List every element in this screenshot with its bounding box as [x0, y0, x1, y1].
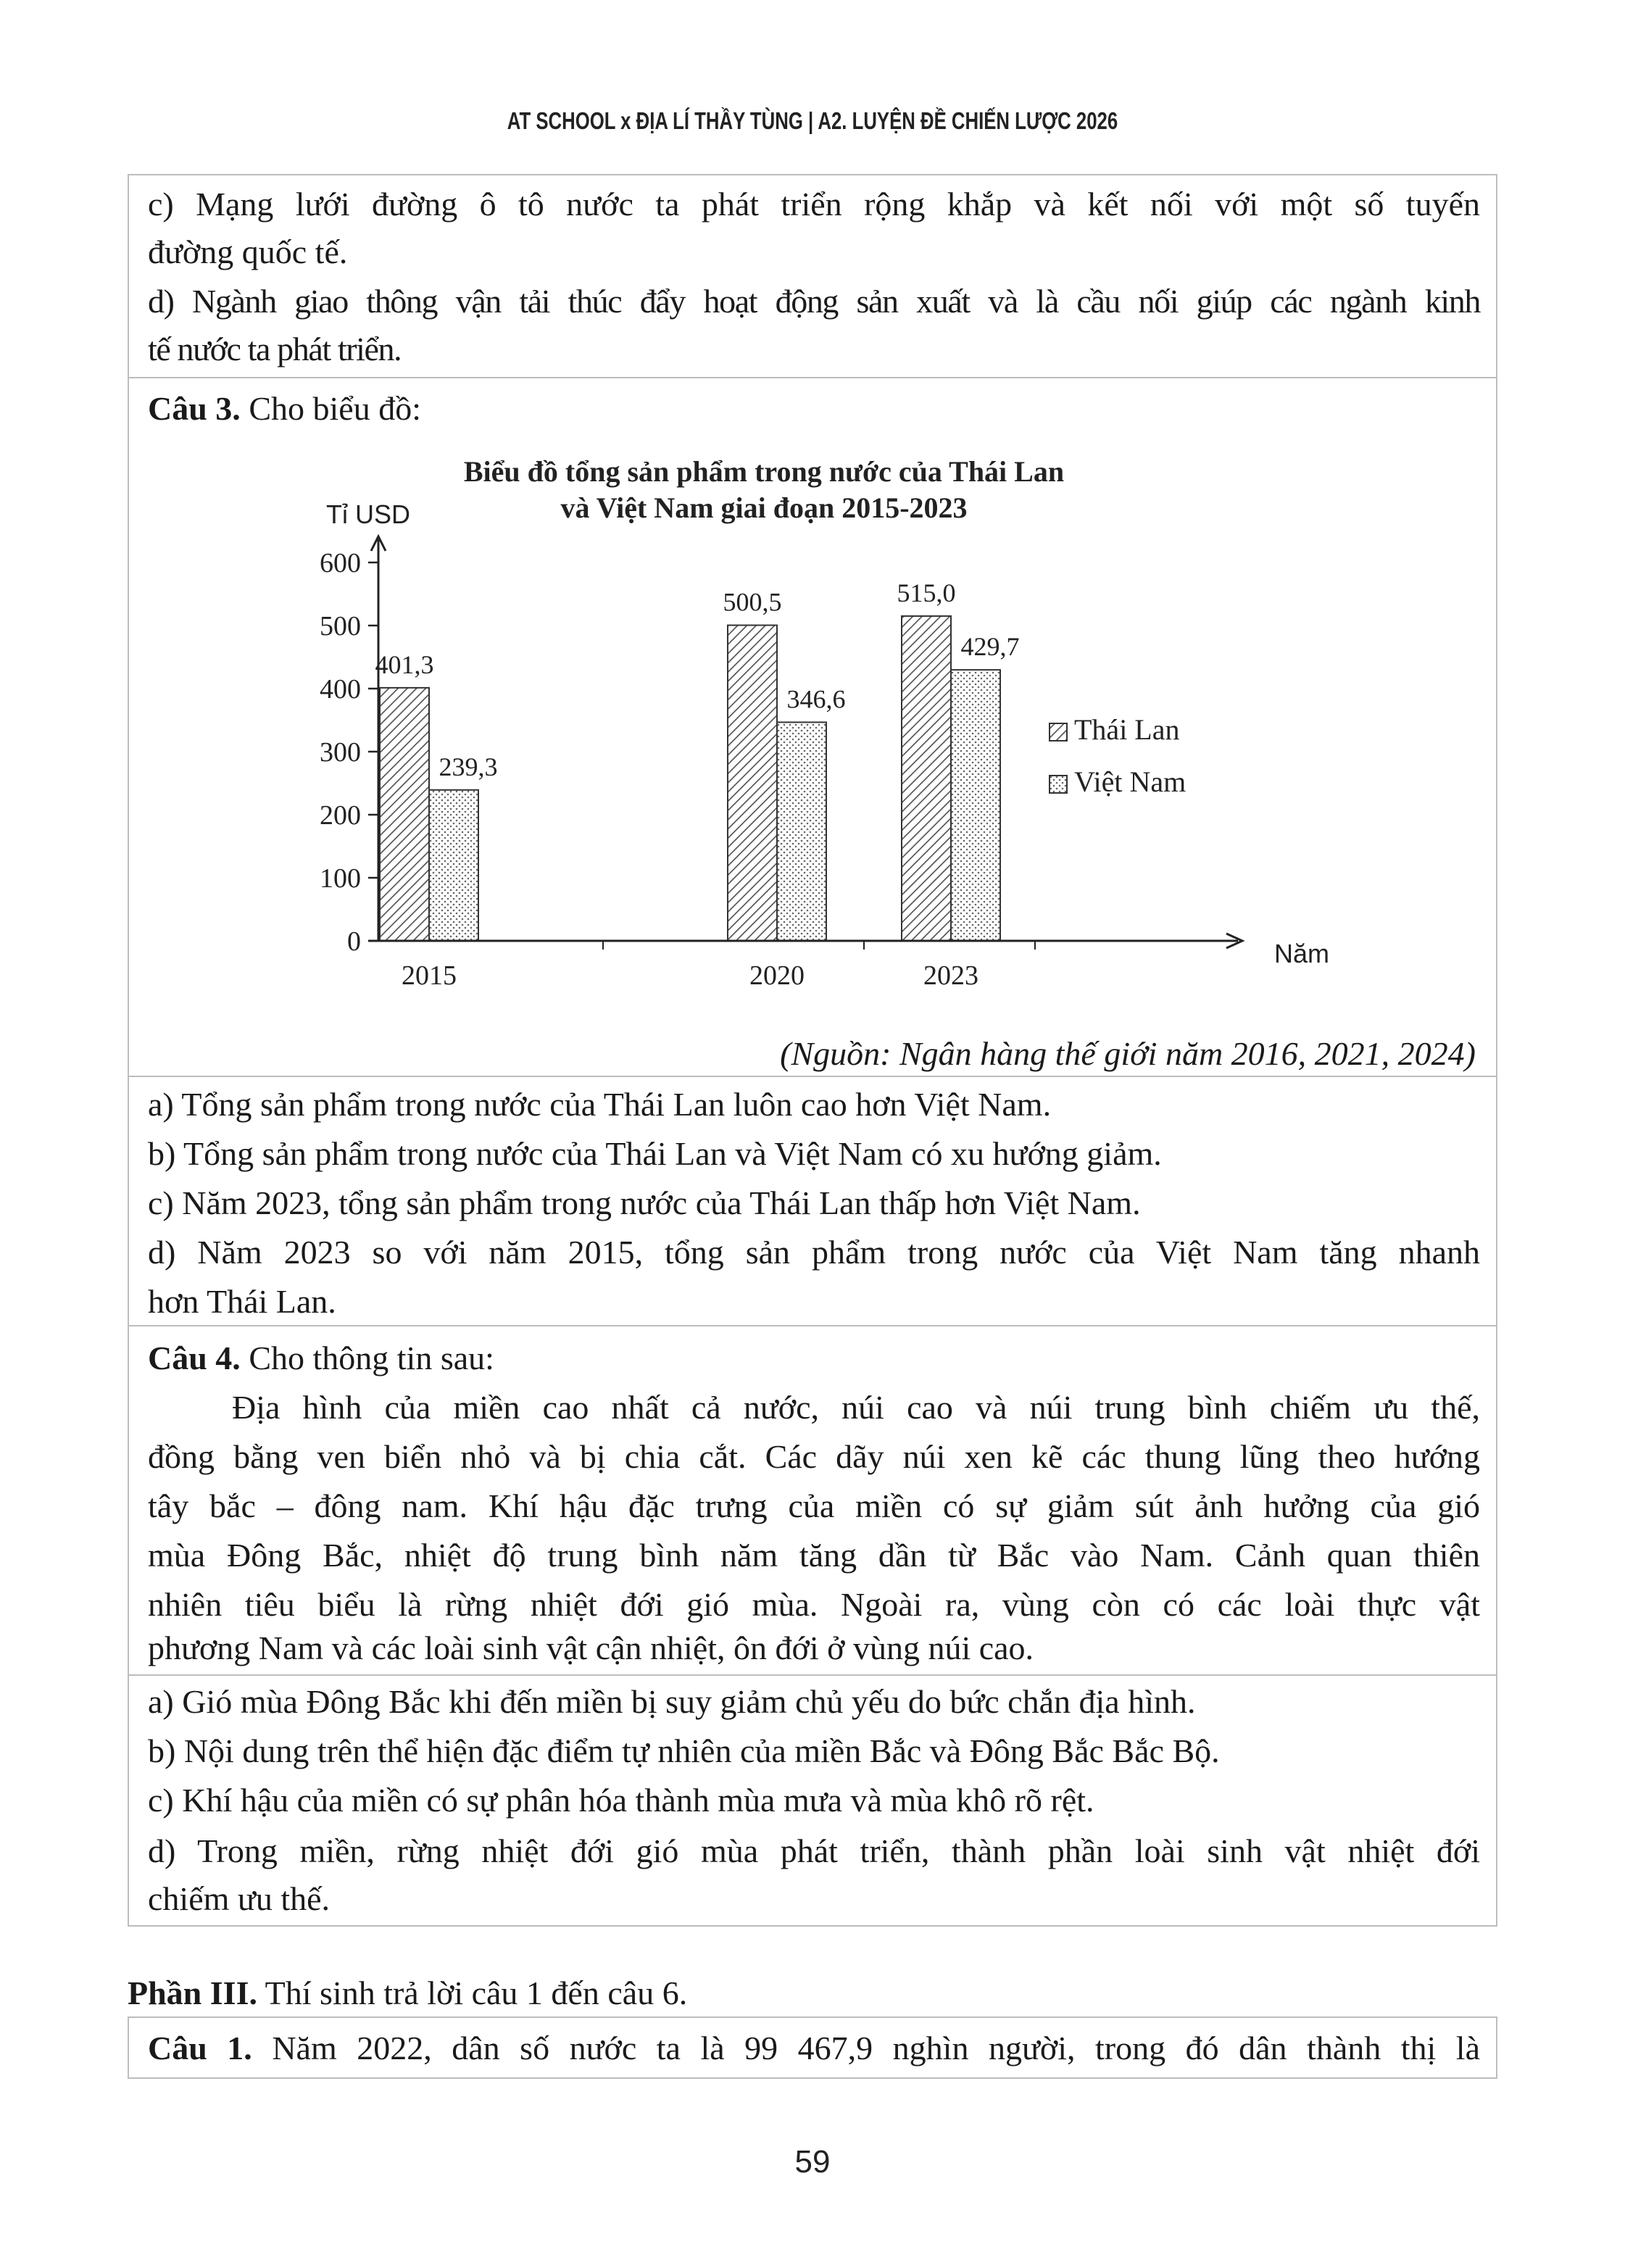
- q3-option-a: a) Tổng sản phẩm trong nước của Thái Lan luôn cao hơn Việt Nam.: [148, 1086, 1052, 1123]
- q4-options-block: [128, 1674, 1497, 1927]
- q3-source: (Nguồn: Ngân hàng thế giới năm 2016, 2021, 2024): [780, 1035, 1476, 1072]
- part-3-label: Phần III.: [128, 1974, 257, 2011]
- q3-option-b: b) Tổng sản phẩm trong nước của Thái Lan và Việt Nam có xu hướng giảm.: [148, 1135, 1162, 1172]
- y-tick-label: 500: [320, 611, 361, 641]
- q3-label: Câu 3.: [148, 390, 241, 427]
- y-tick-label: 0: [347, 926, 361, 957]
- q4-passage-line6: phương Nam và các loài sinh vật cận nhiệt, ôn đới ở vùng núi cao.: [148, 1629, 1034, 1666]
- question-4-block: [128, 1325, 1497, 1676]
- bar-thai-lan-2015: [380, 688, 429, 941]
- q3-option-c: c) Năm 2023, tổng sản phẩm trong nước của Thái Lan thấp hơn Việt Nam.: [148, 1184, 1141, 1221]
- legend-swatch-viet-nam: [1050, 776, 1067, 793]
- chart-title-line1: Biểu đồ tổng sản phẩm trong nước của Thái Lan: [463, 455, 1065, 488]
- q3-options-block: [128, 1076, 1497, 1326]
- p3-q1-text: Năm 2022, dân số nước ta là 99 467,9 nghìn người, trong đó dân thành thị là: [272, 2030, 1481, 2066]
- question-3-block: [128, 377, 1497, 1077]
- chart-y-axis-label: Tỉ USD: [326, 499, 410, 529]
- part-3-text: Thí sinh trả lời câu 1 đến câu 6.: [265, 1974, 688, 2011]
- q4-prompt: Cho thông tin sau:: [249, 1339, 494, 1376]
- x-category-label: 2015: [402, 960, 457, 991]
- q3-option-d-line1: d) Năm 2023 so với năm 2015, tổng sản phẩm trong nước của Việt Nam tăng nhanh: [148, 1234, 1480, 1271]
- bar-value-label: 239,3: [439, 752, 498, 781]
- q4-heading: [148, 1337, 494, 1380]
- q2-option-c-line1: c) Mạng lưới đường ô tô nước ta phát triển rộng khắp và kết nối với một số tuyến: [148, 186, 1480, 223]
- q3-heading: [148, 387, 421, 431]
- bar-value-label: 429,7: [960, 632, 1020, 662]
- q2-option-d-line2: tế nước ta phát triển.: [148, 331, 402, 367]
- q4-passage-line2: đồng bằng ven biển nhỏ và bị chia cắt. Các dãy núi xen kẽ các thung lũng theo hướng: [148, 1438, 1480, 1475]
- page-header: AT SCHOOL x ĐỊA LÍ THẦY TÙNG | A2. LUYỆN ĐỀ CHIẾN LƯỢC 2026: [507, 107, 1118, 134]
- q4-passage-line4: mùa Đông Bắc, nhiệt độ trung bình năm tăng dần từ Bắc vào Nam. Cảnh quan thiên: [148, 1537, 1480, 1574]
- bar-value-label: 500,5: [723, 587, 782, 617]
- q2-option-c-line2: đường quốc tế.: [148, 233, 348, 270]
- q3-prompt: Cho biểu đồ:: [249, 390, 421, 427]
- legend-label-viet-nam: Việt Nam: [1074, 765, 1186, 798]
- p3-q1-line1: [148, 2027, 1480, 2070]
- bar-value-label: 401,3: [375, 649, 434, 679]
- bar-thai-lan-2020: [728, 626, 777, 941]
- bar-thai-lan-2023: [902, 616, 951, 941]
- q4-passage-line5: nhiên tiêu biểu là rừng nhiệt đới gió mùa. Ngoài ra, vùng còn có các loài thực vật: [148, 1586, 1480, 1623]
- q4-label: Câu 4.: [148, 1339, 241, 1376]
- q3-option-d-line2: hơn Thái Lan.: [148, 1283, 336, 1320]
- legend-swatch-thai-lan: [1050, 723, 1067, 741]
- legend-label-thai-lan: Thái Lan: [1074, 713, 1180, 746]
- q4-option-c: c) Khí hậu của miền có sự phân hóa thành mùa mưa và mùa khô rõ rệt.: [148, 1782, 1094, 1819]
- p3-q1-label: Câu 1.: [148, 2030, 252, 2066]
- y-tick-label: 300: [320, 737, 361, 768]
- chart-title-line2: và Việt Nam giai đoạn 2015-2023: [560, 491, 968, 524]
- part-3-question-1-block: [128, 2016, 1497, 2079]
- bar-value-label: 515,0: [897, 578, 956, 607]
- q4-option-d-line2: chiếm ưu thế.: [148, 1880, 331, 1917]
- gdp-bar-chart: [299, 436, 1342, 1031]
- q4-option-d-line1: d) Trong miền, rừng nhiệt đới gió mùa phát triển, thành phần loài sinh vật nhiệt đới: [148, 1832, 1480, 1869]
- q2-option-d-line1: d) Ngành giao thông vận tải thúc đẩy hoạt động sản xuất và là cầu nối giúp các ngành kinh: [148, 283, 1480, 320]
- y-tick-label: 200: [320, 800, 361, 831]
- q4-passage-line1: Địa hình của miền cao nhất cả nước, núi cao và núi trung bình chiếm ưu thế,: [232, 1389, 1480, 1426]
- y-tick-label: 600: [320, 548, 361, 578]
- q4-passage-line3: tây bắc – đông nam. Khí hậu đặc trưng của miền có sự giảm sút ảnh hưởng của gió: [148, 1487, 1480, 1524]
- bar-viet-nam-2023: [951, 670, 1000, 941]
- bar-viet-nam-2015: [429, 790, 478, 941]
- bar-viet-nam-2020: [777, 722, 826, 941]
- y-tick-label: 100: [320, 863, 361, 894]
- x-category-label: 2023: [923, 960, 978, 991]
- bar-value-label: 346,6: [786, 684, 846, 714]
- chart-x-axis-label: Năm: [1274, 939, 1330, 968]
- q4-option-a: a) Gió mùa Đông Bắc khi đến miền bị suy giảm chủ yếu do bức chắn địa hình.: [148, 1683, 1196, 1720]
- x-category-label: 2020: [749, 960, 805, 991]
- question-2-tail-block: [128, 174, 1497, 378]
- y-tick-label: 400: [320, 674, 361, 705]
- page-number: 59: [794, 2144, 831, 2180]
- q4-option-b: b) Nội dung trên thể hiện đặc điểm tự nhiên của miền Bắc và Đông Bắc Bắc Bộ.: [148, 1732, 1220, 1769]
- part-3-heading: [128, 1972, 687, 2015]
